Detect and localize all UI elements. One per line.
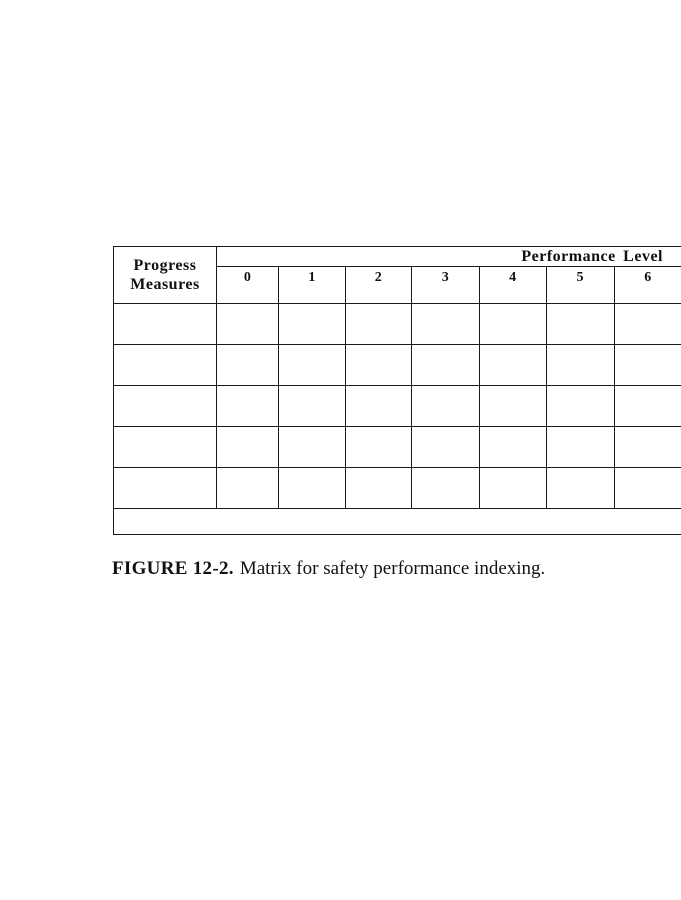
matrix-cell [479, 386, 546, 427]
performance-level-header: Performance Level [216, 247, 681, 267]
matrix-cell [479, 427, 546, 468]
matrix-cell [614, 304, 681, 345]
matrix-cell [614, 386, 681, 427]
measure-cell [114, 345, 217, 386]
progress-header-line2: Measures [130, 276, 200, 293]
level-0-header: 0 [216, 267, 278, 304]
matrix-cell [479, 345, 546, 386]
measure-cell [114, 304, 217, 345]
matrix-cell [278, 468, 345, 509]
matrix-cell [411, 468, 479, 509]
matrix-cell [479, 468, 546, 509]
matrix-cell [216, 345, 278, 386]
matrix-row [114, 304, 681, 345]
matrix-cell [216, 468, 278, 509]
matrix-cell [546, 386, 614, 427]
matrix-row [114, 386, 681, 427]
matrix-cell [546, 427, 614, 468]
measure-cell [114, 427, 217, 468]
matrix-cell [546, 468, 614, 509]
matrix-cell [411, 345, 479, 386]
matrix-row [114, 427, 681, 468]
matrix-cell [278, 427, 345, 468]
figure-caption [112, 558, 545, 580]
matrix-cell [345, 427, 411, 468]
progress-measures-header [114, 247, 217, 304]
matrix-footer-row [114, 509, 681, 535]
level-3-header: 3 [411, 267, 479, 304]
level-5-header: 5 [546, 267, 614, 304]
matrix-cell [411, 386, 479, 427]
figure-label: FIGURE 12-2. [112, 558, 234, 579]
matrix-row [114, 345, 681, 386]
matrix-cell [411, 427, 479, 468]
progress-header-line1: Progress [133, 257, 197, 274]
matrix-cell [278, 386, 345, 427]
measure-cell [114, 468, 217, 509]
matrix-cell [411, 304, 479, 345]
matrix-cell [614, 468, 681, 509]
measure-cell [114, 386, 217, 427]
matrix-cell [216, 386, 278, 427]
matrix-cell [345, 386, 411, 427]
level-4-header: 4 [479, 267, 546, 304]
matrix-cell [345, 468, 411, 509]
matrix-cell [546, 345, 614, 386]
matrix-cell [278, 304, 345, 345]
matrix-cell [546, 304, 614, 345]
matrix-cell [345, 345, 411, 386]
matrix-cell [479, 304, 546, 345]
level-1-header: 1 [278, 267, 345, 304]
footer-cell [114, 509, 681, 535]
performance-matrix [113, 246, 681, 535]
matrix-cell [278, 345, 345, 386]
matrix-row [114, 468, 681, 509]
matrix-cell [614, 345, 681, 386]
matrix-cell [345, 304, 411, 345]
matrix-cell [614, 427, 681, 468]
matrix-cell [216, 427, 278, 468]
level-2-header: 2 [345, 267, 411, 304]
figure-caption-text: Matrix for safety performance indexing. [239, 558, 546, 579]
matrix-cell [216, 304, 278, 345]
level-6-header: 6 [614, 267, 681, 304]
